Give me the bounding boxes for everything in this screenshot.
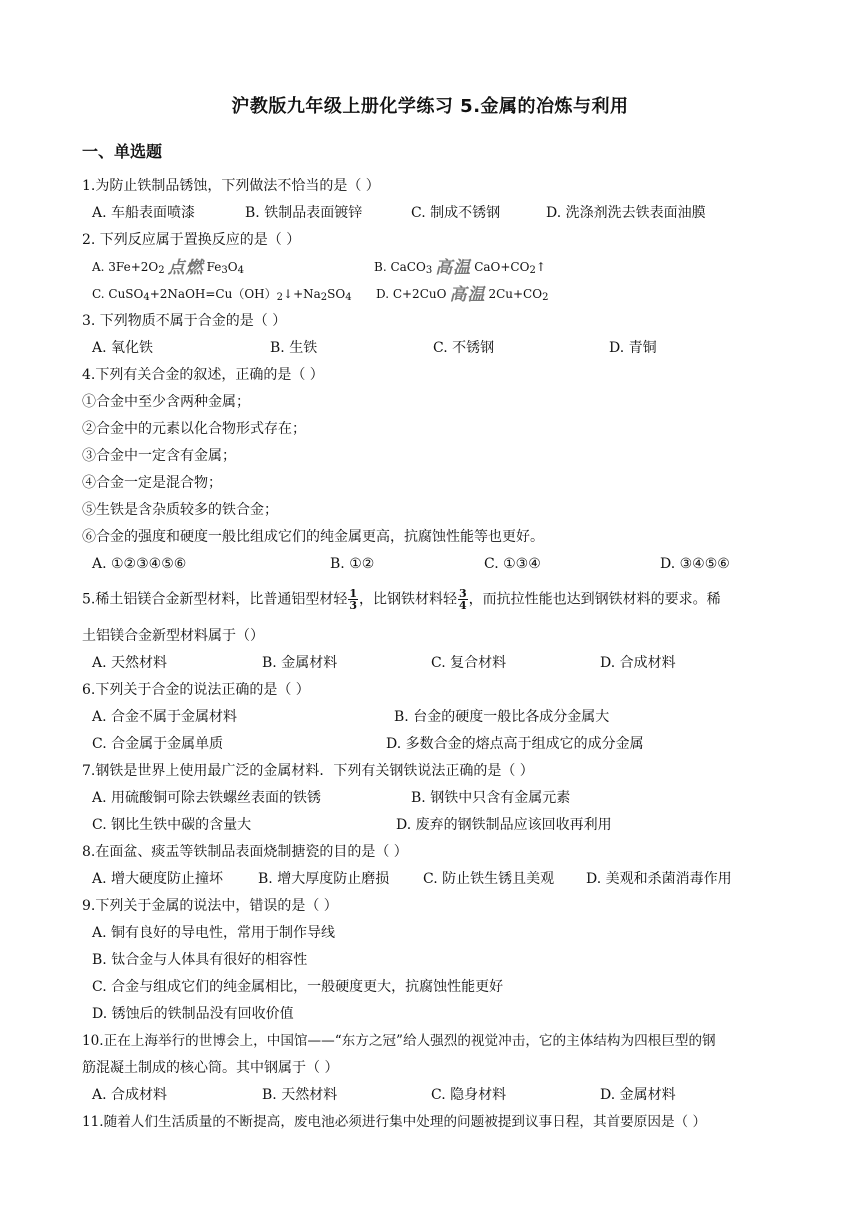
q1-option-d: D. 洗涤剂洗去铁表面油膜 [546,205,706,221]
question-9-stem: 9.下列关于金属的说法中，错误的是（ ） [82,898,338,914]
q4-statement-4: ④合金一定是混合物； [82,475,222,491]
q4-statement-2: ②合金中的元素以化合物形式存在； [82,421,306,437]
q4-statement-6: ⑥合金的强度和硬度一般比组成它们的纯金属更高，抗腐蚀性能等也更好。 [82,529,544,545]
question-5-stem-line-1: 5.稀土铝镁合金新型材料，比普通铝型材轻 $\frac{1}{3}$ ，比钢铁材料轻 $\frac{3}{4}$ ，而抗拉性能也达到钢铁材料的要求。稀 [82,587,721,612]
q7-option-d: D. 废弃的钢铁制品应该回收再利用 [396,817,612,833]
question-10-stem-line-1: 10.正在上海举行的世博会上，中国馆——“东方之冠”给人强烈的视觉冲击，它的主体结构为四根巨型的钢 [82,1033,716,1049]
q6-option-d: D. 多数合金的熔点高于组成它的成分金属 [386,736,644,752]
q8-option-b: B. 增大厚度防止磨损 [258,871,390,887]
q10-option-b: B. 天然材料 [262,1087,338,1103]
q6-option-c: C. 合金属于金属单质 [92,736,224,752]
q8-option-a: A. 增大硬度防止撞坏 [92,871,224,887]
question-5-stem-line-2: 土铝镁合金新型材料属于（） [82,628,264,644]
q2-option-b: B. CaCO$_3$ 高温 $CaO+CO_2↑$ [374,258,546,278]
reaction-condition-high-temp: 高温 [435,258,472,278]
q5-option-a: A. 天然材料 [92,655,168,671]
question-3-stem: 3. 下列物质不属于合金的是（ ） [82,313,287,329]
q6-option-b: B. 台金的硬度一般比各成分金属大 [394,709,610,725]
q2-option-a: A. $3Fe+2O_2$ 点燃 $Fe_3O_4$ [92,258,244,278]
page-title: 沪教版九年级上册化学练习 5.金属的冶炼与利用 [231,96,629,117]
q3-option-d: D. 青铜 [609,340,657,356]
q4-statement-5: ⑤生铁是含杂质较多的铁合金； [82,502,278,518]
question-4-stem: 4.下列有关合金的叙述，正确的是（ ） [82,367,324,383]
q8-option-d: D. 美观和杀菌消毒作用 [586,871,732,887]
q4-option-d: D. ③④⑤⑥ [660,556,730,572]
q10-option-a: A. 合成材料 [92,1087,168,1103]
q7-option-a: A. 用硫酸铜可除去铁螺丝表面的铁锈 [92,790,322,806]
question-7-stem: 7.钢铁是世界上使用最广泛的金属材料．下列有关钢铁说法正确的是（ ） [82,763,534,779]
q1-option-b: B. 铁制品表面镀锌 [245,205,363,221]
q9-option-a: A. 铜有良好的导电性，常用于制作导线 [92,925,336,941]
q4-option-c: C. ①③④ [484,556,541,572]
q10-option-d: D. 金属材料 [600,1087,676,1103]
q5-option-d: D. 合成材料 [600,655,676,671]
q9-option-b: B. 钛合金与人体具有很好的相容性 [92,952,308,968]
q9-option-d: D. 锈蚀后的铁制品没有回收价值 [92,1006,294,1022]
q6-option-a: A. 合金不属于金属材料 [92,709,238,725]
q8-option-c: C. 防止铁生锈且美观 [423,871,555,887]
reaction-condition-high-temp: 高温 [449,285,486,305]
q9-option-c: C. 合金与组成它们的纯金属相比，一般硬度更大，抗腐蚀性能更好 [92,979,504,995]
q4-option-a: A. ①②③④⑤⑥ [92,556,187,572]
q1-option-a: A. 车船表面喷漆 [92,205,196,221]
question-6-stem: 6.下列关于合金的说法正确的是（ ） [82,682,310,698]
q4-statement-1: ①合金中至少含两种金属； [82,394,250,410]
q3-option-c: C. 不锈钢 [433,340,495,356]
fraction-one-third: $\frac{1}{3}$ [349,587,358,612]
question-8-stem: 8.在面盆、痰盂等铁制品表面烧制搪瓷的目的是（ ） [82,844,408,860]
q1-option-c: C. 制成不锈钢 [411,205,501,221]
question-1-stem: 1.为防止铁制品锈蚀，下列做法不恰当的是（ ） [82,178,380,194]
section-heading: 一、单选题 [82,142,163,161]
reaction-condition-ignite: 点燃 [167,258,204,278]
q5-option-b: B. 金属材料 [262,655,338,671]
q3-option-a: A. 氧化铁 [92,340,154,356]
q4-statement-3: ③合金中一定含有金属； [82,448,236,464]
question-11-stem: 11.随着人们生活质量的不断提高，废电池必须进行集中处理的问题被提到议事日程，其首要原因是（ ） [82,1114,707,1130]
q3-option-b: B. 生铁 [270,340,318,356]
q10-option-c: C. 隐身材料 [431,1087,507,1103]
q7-option-b: B. 钢铁中只含有金属元素 [411,790,571,806]
q5-option-c: C. 复合材料 [431,655,507,671]
q4-option-b: B. ①② [330,556,375,572]
q2-option-d: D. C+2CuO 高温 $2Cu+CO_2$ [376,285,549,305]
q7-option-c: C. 钢比生铁中碳的含量大 [92,817,252,833]
q2-option-c: C. $CuSO_4+2NaOH=Cu(OH)_2↓+Na_2SO_4$ [92,287,352,303]
question-2-stem: 2. 下列反应属于置换反应的是（ ） [82,232,301,248]
fraction-three-quarters: $\frac{3}{4}$ [459,587,467,612]
question-10-stem-line-2: 筋混凝土制成的核心筒。其中钢属于（ ） [82,1060,339,1076]
